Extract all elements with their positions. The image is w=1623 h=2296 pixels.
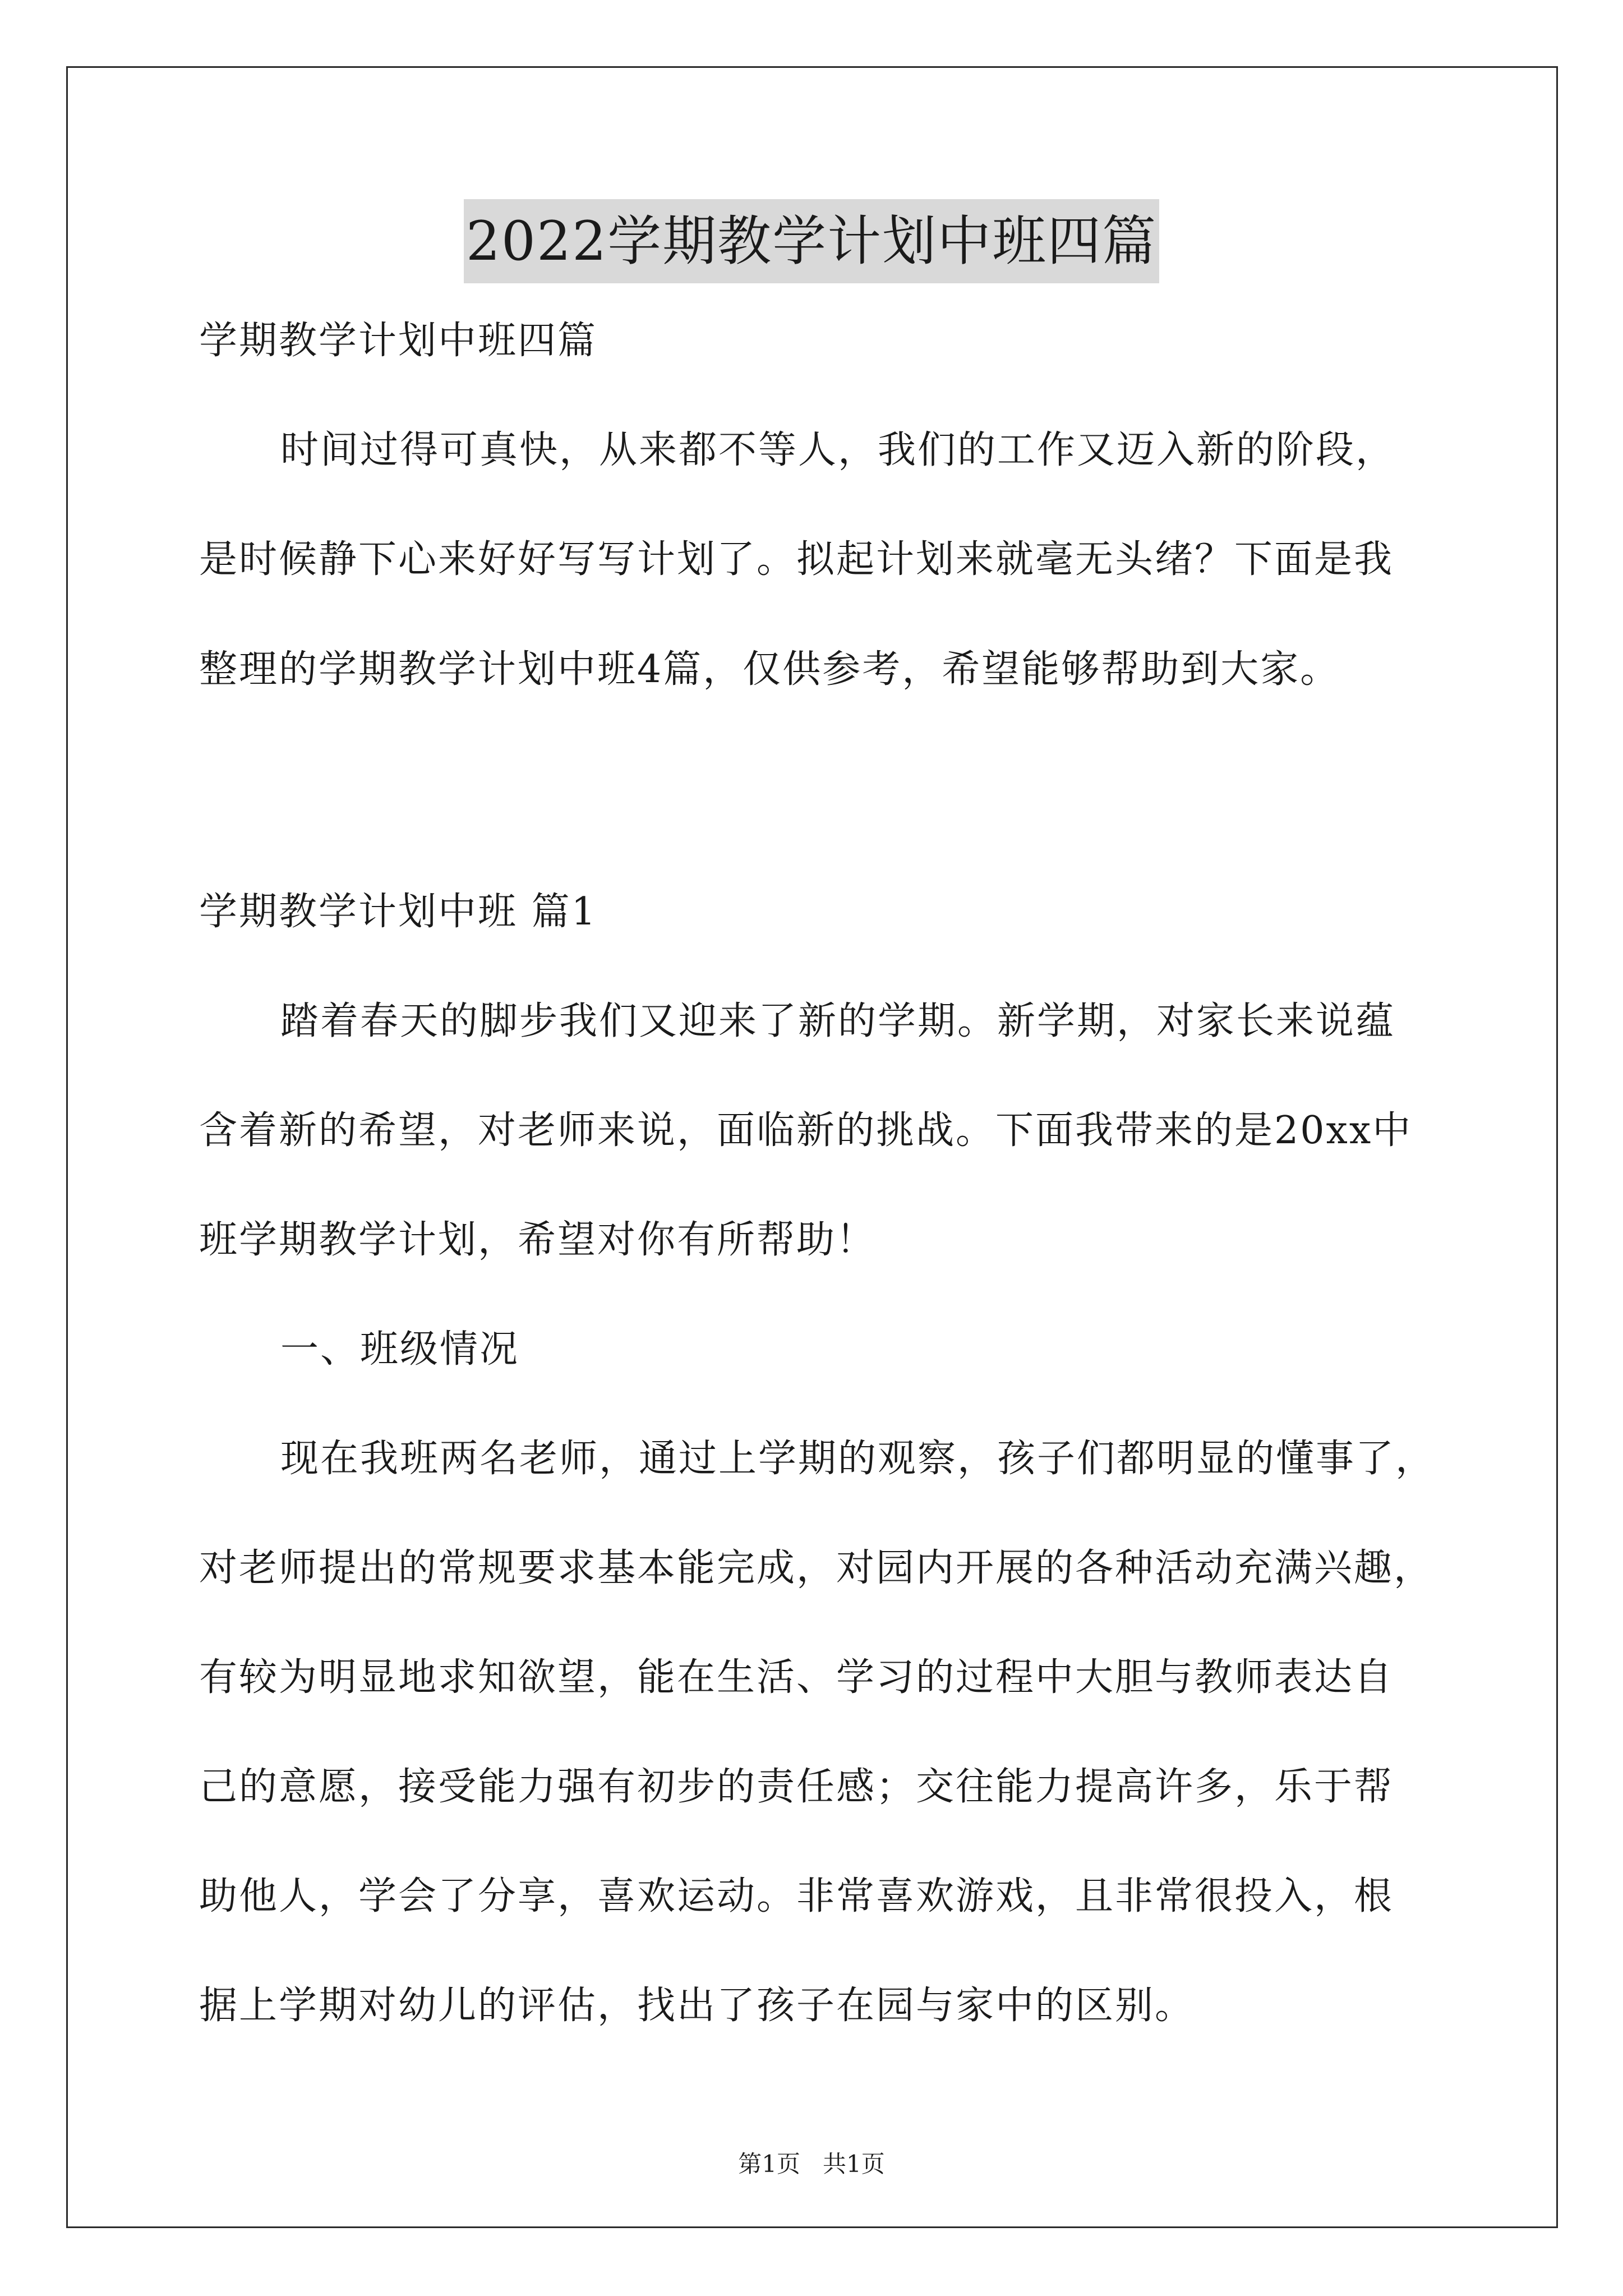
paragraph-line: 是时候静下心来好好写写计划了。拟起计划来就毫无头绪？下面是我: [199, 537, 1394, 582]
paragraph-line: 整理的学期教学计划中班4篇，仅供参考，希望能够帮助到大家。: [199, 647, 1340, 692]
paragraph-line: 现在我班两名老师，通过上学期的观察，孩子们都明显的懂事了，: [280, 1437, 1436, 1481]
subsection-heading: 一、班级情况: [280, 1327, 520, 1372]
paragraph-line: 班学期教学计划，希望对你有所帮助！: [199, 1218, 877, 1262]
subtitle-line: 学期教学计划中班四篇: [199, 319, 598, 363]
paragraph-line: 对老师提出的常规要求基本能完成，对园内开展的各种活动充满兴趣，: [199, 1546, 1434, 1590]
section-heading: 学期教学计划中班 篇1: [199, 890, 597, 934]
paragraph-line: 据上学期对幼儿的评估，找出了孩子在园与家中的区别。: [199, 1984, 1195, 2028]
paragraph-line: 时间过得可真快，从来都不等人，我们的工作又迈入新的阶段，: [280, 428, 1396, 472]
paragraph-line: 己的意愿，接受能力强有初步的责任感；交往能力提高许多，乐于帮: [199, 1765, 1394, 1809]
title-container: [0, 199, 1623, 283]
paragraph-line: 有较为明显地求知欲望，能在生活、学习的过程中大胆与教师表达自: [199, 1655, 1394, 1700]
paragraph-line: 助他人，学会了分享，喜欢运动。非常喜欢游戏，且非常很投入，根: [199, 1874, 1394, 1918]
document-title: 2022学期教学计划中班四篇: [464, 199, 1159, 283]
paragraph-line: 踏着春天的脚步我们又迎来了新的学期。新学期，对家长来说蕴: [280, 999, 1396, 1043]
paragraph-line: 含着新的希望，对老师来说，面临新的挑战。下面我带来的是20xx中: [199, 1108, 1413, 1153]
page-number: 第1页 共1页: [738, 2150, 885, 2178]
